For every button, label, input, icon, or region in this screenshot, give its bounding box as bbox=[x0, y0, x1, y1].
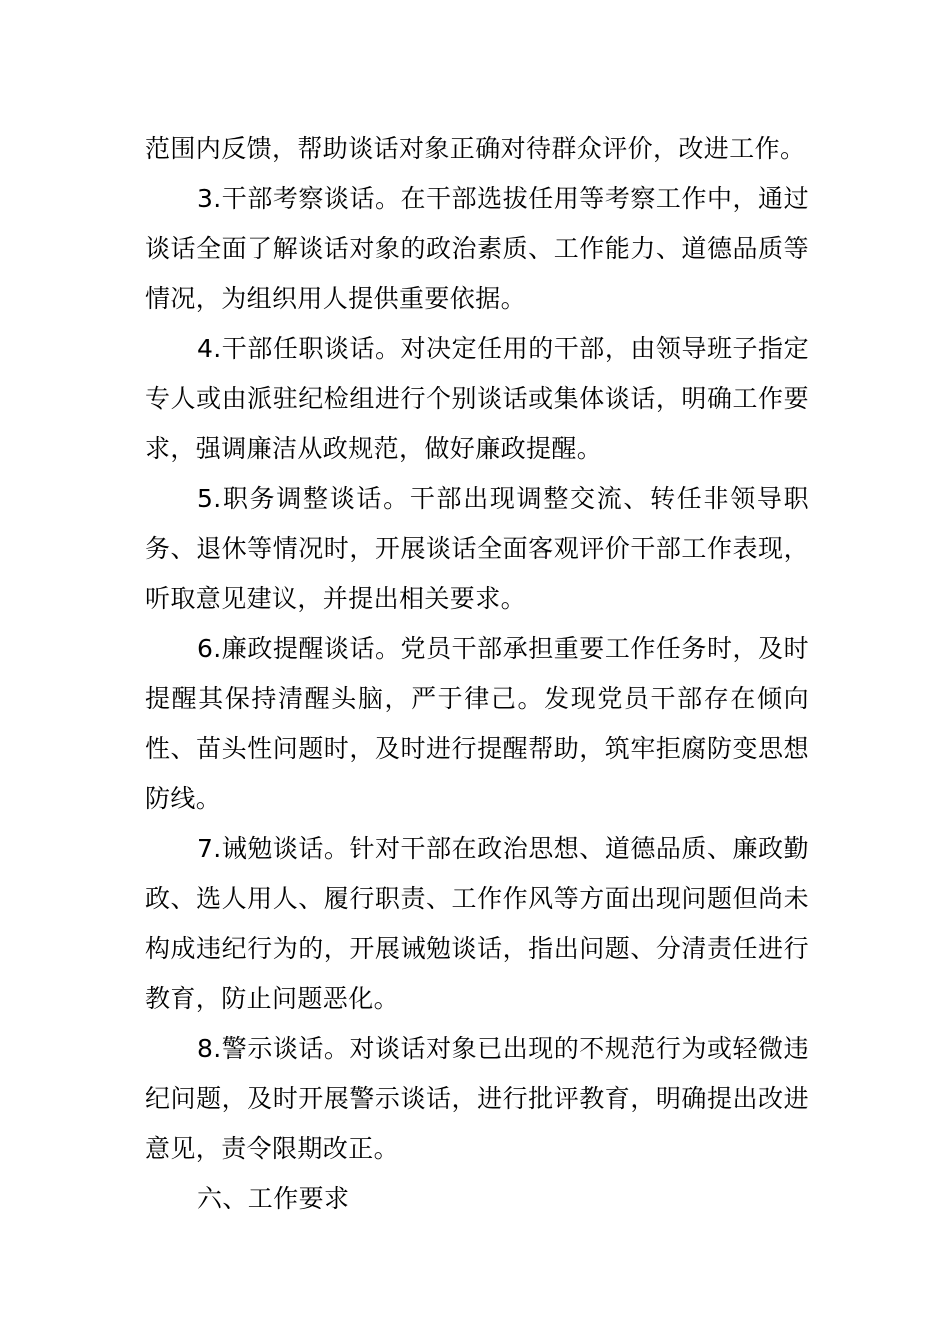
paragraph-item-5: 5.职务调整谈话。干部出现调整交流、转任非领导职务、退休等情况时，开展谈话全面客观评价干部工作表现，听取意见建议，并提出相关要求。 bbox=[145, 484, 809, 613]
paragraph-continuation: 范围内反馈，帮助谈话对象正确对待群众评价，改进工作。 bbox=[145, 134, 806, 163]
document-body bbox=[145, 124, 809, 1224]
section-heading: 六、工作要求 bbox=[197, 1184, 350, 1213]
paragraph-item-4: 4.干部任职谈话。对决定任用的干部，由领导班子指定专人或由派驻纪检组进行个别谈话或集体谈话，明确工作要求，强调廉洁从政规范，做好廉政提醒。 bbox=[145, 334, 809, 463]
paragraph-item-7: 7.诫勉谈话。针对干部在政治思想、道德品质、廉政勤政、选人用人、履行职责、工作作风等方面出现问题但尚未构成违纪行为的，开展诫勉谈话，指出问题、分清责任进行教育，防止问题恶化。 bbox=[145, 834, 809, 1013]
paragraph-item-8: 8.警示谈话。对谈话对象已出现的不规范行为或轻微违纪问题，及时开展警示谈话，进行批评教育，明确提出改进意见，责令限期改正。 bbox=[145, 1034, 809, 1163]
paragraph-item-3: 3.干部考察谈话。在干部选拔任用等考察工作中，通过谈话全面了解谈话对象的政治素质、工作能力、道德品质等情况，为组织用人提供重要依据。 bbox=[145, 184, 809, 313]
paragraph-item-6: 6.廉政提醒谈话。党员干部承担重要工作任务时，及时提醒其保持清醒头脑，严于律己。发现党员干部存在倾向性、苗头性问题时，及时进行提醒帮助，筑牢拒腐防变思想防线。 bbox=[145, 634, 809, 813]
